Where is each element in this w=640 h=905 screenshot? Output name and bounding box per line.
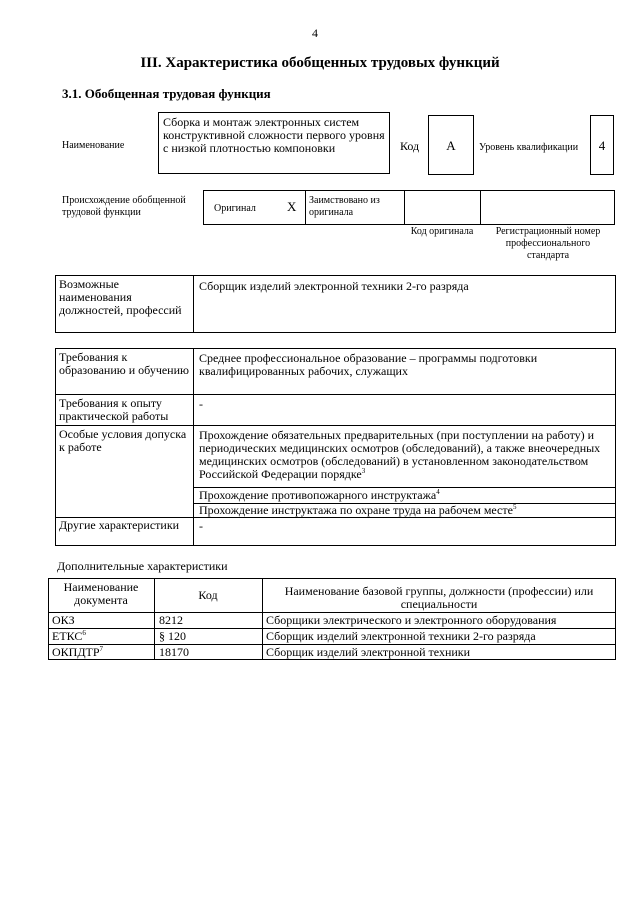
row-code: § 120 xyxy=(159,629,186,643)
positions-value: Сборщик изделий электронной техники 2-го разряда xyxy=(199,279,469,293)
name-value: Сборка и монтаж электронных систем конструктивной сложности первого уровня с низкой плотностью компоновки xyxy=(158,112,390,174)
row-name: Сборщик изделий электронной техники xyxy=(266,645,471,659)
positions-label: Возможные наименования должностей, профессий xyxy=(59,277,182,317)
admission-item-medical: Прохождение обязательных предварительных (при поступлении на работу) и периодических медицинских осмотров (обследований), а также внеочередных медицинских осмотров (обследований) в установленном законодательством Российской Федерации порядке$^3$ xyxy=(199,428,601,481)
origin-label: Происхождение обобщенной трудовой функции xyxy=(62,195,186,218)
admission-item-safety: Прохождение инструктажа по охране труда на рабочем месте$^5$ xyxy=(199,503,517,517)
row-name: Сборщики электрического и электронного оборудования xyxy=(266,613,557,627)
other-value: - xyxy=(199,519,203,533)
subsection-title: 3.1. Обобщенная трудовая функция xyxy=(62,86,271,101)
col-doc-header: Наименование документа xyxy=(63,580,139,607)
code-original-caption: Код оригинала xyxy=(410,226,474,237)
experience-label: Требования к опыту практической работы xyxy=(59,396,169,423)
row-doc: ОКЗ xyxy=(52,613,75,627)
row-code: 8212 xyxy=(159,613,183,627)
code-label: Код xyxy=(400,139,420,153)
reg-number-caption: Регистрационный номер профессионального стандарта xyxy=(495,226,601,261)
name-label: Наименование xyxy=(62,140,125,151)
col-name-header: Наименование базовой группы, должности (профессии) или специальности xyxy=(284,584,594,611)
qual-value: 4 xyxy=(590,115,614,175)
admission-item-fire: Прохождение противопожарного инструктажа$^4$ xyxy=(199,488,440,502)
education-label: Требования к образованию и обучению xyxy=(59,350,189,377)
education-value: Среднее профессиональное образование – программы подготовки квалифицированных рабочих, служащих xyxy=(199,351,538,378)
additional-title: Дополнительные характеристики xyxy=(57,559,228,573)
row-doc: ЕТКС$^6$ xyxy=(52,629,86,643)
experience-value: - xyxy=(199,397,203,411)
row-doc: ОКПДТР$^7$ xyxy=(52,645,104,659)
row-name: Сборщик изделий электронной техники 2-го разряда xyxy=(266,629,536,643)
borrowed-label: Заимствовано из оригинала xyxy=(309,195,380,218)
admission-label: Особые условия допуска к работе xyxy=(59,427,187,454)
other-label: Другие характеристики xyxy=(59,518,180,532)
original-label: Оригинал xyxy=(214,203,256,214)
original-mark: Х xyxy=(287,199,297,214)
col-code-header: Код xyxy=(198,588,218,602)
qual-label: Уровень квалификации xyxy=(479,142,579,153)
code-value: А xyxy=(428,115,474,175)
row-code: 18170 xyxy=(159,645,189,659)
origin-table xyxy=(203,190,615,225)
page-number: 4 xyxy=(312,26,318,40)
section-title: III. Характеристика обобщенных трудовых функций xyxy=(140,55,500,71)
